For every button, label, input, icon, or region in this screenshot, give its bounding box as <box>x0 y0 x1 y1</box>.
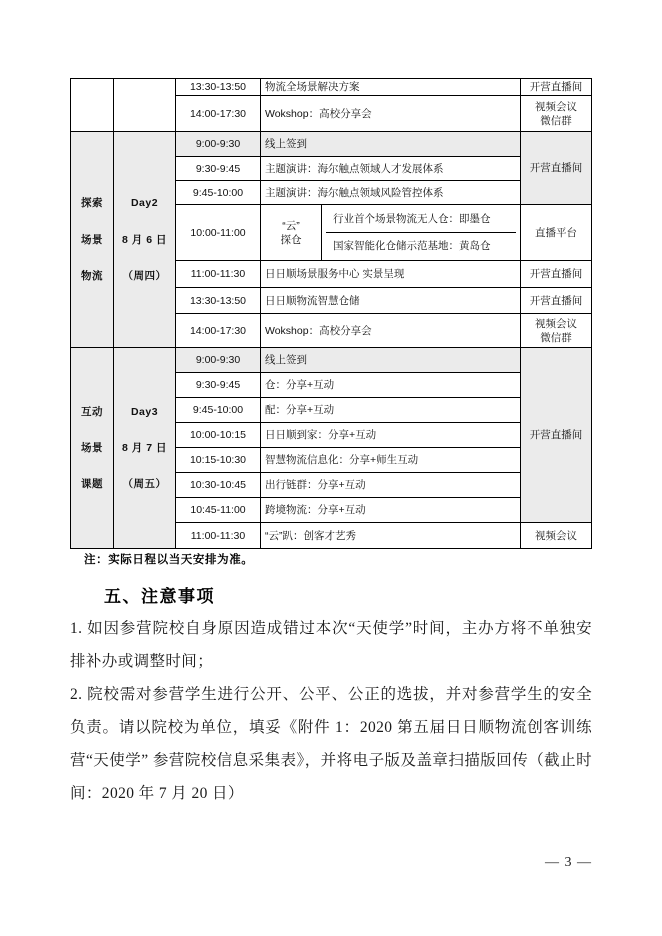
cell-topic: 跨境物流：分享+互动 <box>261 498 521 523</box>
day2-category-3: 物流 <box>81 269 103 282</box>
cell-time: 10:45-11:00 <box>176 498 261 523</box>
paragraph-1: 1. 如因参营院校自身原因造成错过本次“天使学”时间，主办方将不单独安排补办或调整时间； <box>70 620 592 670</box>
cell-time: 9:45-10:00 <box>176 398 261 423</box>
table-row <box>71 348 592 373</box>
cell-topic: 物流全场景解决方案 <box>261 79 521 96</box>
cell-place <box>521 96 592 132</box>
day2-category-1: 探索 <box>81 197 103 210</box>
day3-category-2: 场景 <box>81 442 103 455</box>
page-number: — 3 — <box>545 855 592 870</box>
cell-topic: 配：分享+互动 <box>261 398 521 423</box>
schedule-table-container <box>70 78 591 549</box>
cell-topic: 日日顺物流智慧仓储 <box>261 288 521 314</box>
day2-weekday: （周四） <box>122 269 167 282</box>
cell-time: 11:00-11:30 <box>176 523 261 549</box>
cell-day2-date <box>114 132 176 348</box>
cell-time: 10:15-10:30 <box>176 448 261 473</box>
table-row <box>71 132 592 157</box>
day2-label: Day2 <box>130 197 159 210</box>
nested-topic-1: 行业首个场景物流无人仓：即墨仓 <box>326 206 516 233</box>
day3-weekday: （周五） <box>122 478 167 491</box>
cell-topic: 主题演讲：海尔触点领域风险管控体系 <box>261 181 521 205</box>
cell-day3-date <box>114 348 176 549</box>
cell-time: 10:00-10:15 <box>176 423 261 448</box>
table-row <box>71 79 592 96</box>
place-line-1: 视频会议 <box>535 317 577 330</box>
cell-time: 9:00-9:30 <box>176 132 261 157</box>
cell-day3-category <box>71 348 114 549</box>
nested-topic-table <box>326 206 516 259</box>
cell-topic: 线上签到 <box>261 348 521 373</box>
cell-time: 9:30-9:45 <box>176 373 261 398</box>
cell-place: 开营直播间 <box>521 288 592 314</box>
cell-day-prev <box>114 79 176 132</box>
cell-place: 直播平台 <box>521 205 592 261</box>
place-line-1: 视频会议 <box>535 100 577 113</box>
cell-topic: 仓：分享+互动 <box>261 373 521 398</box>
cell-time: 10:30-10:45 <box>176 473 261 498</box>
cell-time: 10:00-11:00 <box>176 205 261 261</box>
section-heading: 五、注意事项 <box>104 587 215 606</box>
cell-time: 14:00-17:30 <box>176 96 261 132</box>
cell-topic: Wokshop：高校分享会 <box>261 96 521 132</box>
schedule-table <box>70 78 592 549</box>
cell-topic: Wokshop：高校分享会 <box>261 314 521 348</box>
day3-label: Day3 <box>130 405 159 418</box>
cell-time: 9:30-9:45 <box>176 157 261 181</box>
sublabel-line-2: 探仓 <box>280 233 302 246</box>
cell-time: 14:00-17:30 <box>176 314 261 348</box>
day3-date: 8 月 7 日 <box>122 442 167 455</box>
cell-time: 13:30-13:50 <box>176 288 261 314</box>
cell-place: 开营直播间 <box>521 261 592 288</box>
cell-time: 11:00-11:30 <box>176 261 261 288</box>
cell-topic: “云”趴：创客才艺秀 <box>261 523 521 549</box>
cell-time: 9:45-10:00 <box>176 181 261 205</box>
day3-category-3: 课题 <box>81 478 103 491</box>
cell-topic: 线上签到 <box>261 132 521 157</box>
cell-topic: 主题演讲：海尔触点领域人才发展体系 <box>261 157 521 181</box>
cell-time: 9:00-9:30 <box>176 348 261 373</box>
cell-place: 开营直播间 <box>521 79 592 96</box>
cell-place <box>521 314 592 348</box>
cell-topic: 日日顺到家：分享+互动 <box>261 423 521 448</box>
nested-row <box>326 206 516 233</box>
day3-category-1: 互动 <box>81 405 103 418</box>
cell-place: 视频会议 <box>521 523 592 549</box>
paragraph-2: 2. 院校需对参营学生进行公开、公平、公正的选拔，并对参营学生的安全负责。请以院校为单位，填妥《附件 1：2020 第五届日日顺物流创客训练营“天使学” 参营院校信息采集表》，并将电子版及盖章扫描版回传（截止时间：2020 年 7 月 20 日） <box>70 686 592 802</box>
cell-place: 开营直播间 <box>521 132 592 205</box>
cell-topic: 智慧物流信息化：分享+师生互动 <box>261 448 521 473</box>
place-line-2: 微信群 <box>540 114 572 127</box>
cell-time: 13:30-13:50 <box>176 79 261 96</box>
table-note: 注：实际日程以当天安排为准。 <box>84 554 254 566</box>
nested-topic-2: 国家智能化仓储示范基地：黄岛仓 <box>333 240 491 253</box>
cell-day2-category <box>71 132 114 348</box>
place-line-2: 微信群 <box>540 331 572 344</box>
cell-topic: 日日顺场景服务中心 实景呈现 <box>261 261 521 288</box>
sublabel-line-1: “云” <box>282 219 300 232</box>
cell-sublabel-yuntancang <box>261 205 322 261</box>
nested-row <box>326 233 516 260</box>
day2-category-2: 场景 <box>81 233 103 246</box>
cell-nested-topics <box>322 205 521 261</box>
day2-date: 8 月 6 日 <box>122 233 167 246</box>
cell-topic: 出行链群：分享+互动 <box>261 473 521 498</box>
cell-category-prev <box>71 79 114 132</box>
cell-place: 开营直播间 <box>521 348 592 523</box>
